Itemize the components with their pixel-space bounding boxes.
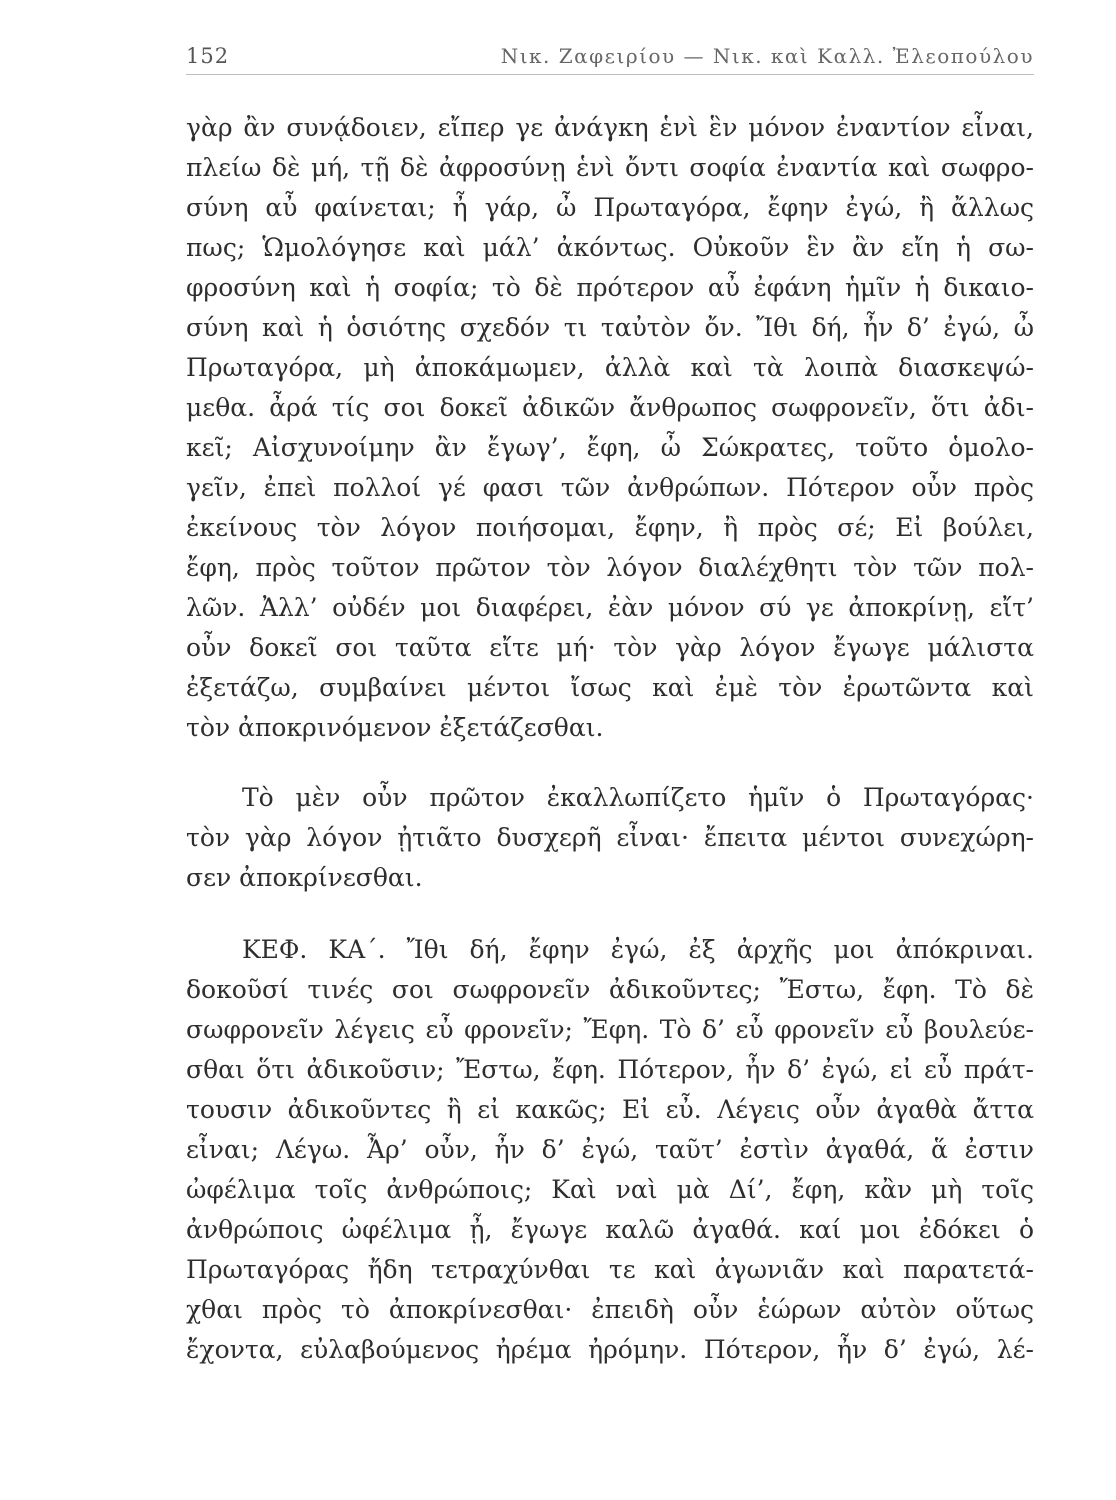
text-line: γὰρ ἂν συνᾴδοιεν, εἴπερ γε ἀνάγκη ἑνὶ ἓν μόνον ἐναντίον εἶναι,: [186, 113, 1034, 142]
text-line: σεν ἀποκρίνεσθαι.: [186, 863, 423, 892]
text-line: μεθα. ἆρά τίς σοι δοκεῖ ἀδικῶν ἄνθρωπος σωφρονεῖν, ὅτι ἀδι-: [186, 393, 1034, 422]
text-line: Πρωταγόρας ἤδη τετραχύνθαι τε καὶ ἀγωνιᾶν καὶ παρατετά-: [186, 1255, 1034, 1284]
text-line: ἔφη, πρὸς τοῦτον πρῶτον τὸν λόγον διαλέχθητι τὸν τῶν πολ-: [186, 553, 1034, 582]
running-head: [186, 40, 1034, 75]
text-line: σωφρονεῖν λέγεις εὖ φρονεῖν; Ἔφη. Τὸ δ’ εὖ φρονεῖν εὖ βουλεύε-: [186, 1015, 1034, 1044]
page-number: 152: [186, 44, 230, 68]
text-line: σθαι ὅτι ἀδικοῦσιν; Ἔστω, ἔφη. Πότερον, ἦν δ’ ἐγώ, εἰ εὖ πράτ-: [186, 1055, 1034, 1084]
text-line: κεῖ; Αἰσχυνοίμην ἂν ἔγωγ’, ἔφη, ὦ Σώκρατες, τοῦτο ὁμολο-: [186, 433, 1034, 462]
text-line: Τὸ μὲν οὖν πρῶτον ἐκαλλωπίζετο ἡμῖν ὁ Πρωταγόρας·: [242, 783, 1034, 812]
text-line: λῶν. Ἀλλ’ οὐδέν μοι διαφέρει, ἐὰν μόνον σύ γε ἀποκρίνῃ, εἴτ’: [186, 593, 1034, 622]
text-line: δοκοῦσί τινές σοι σωφρονεῖν ἀδικοῦντες; Ἔστω, ἔφη. Τὸ δὲ: [186, 975, 1034, 1004]
text-line: σύνη καὶ ἡ ὁσιότης σχεδόν τι ταὐτὸν ὄν. Ἴθι δή, ἦν δ’ ἐγώ, ὦ: [186, 313, 1034, 342]
text-line: ὠφέλιμα τοῖς ἀνθρώποις; Καὶ ναὶ μὰ Δί’, ἔφη, κἂν μὴ τοῖς: [186, 1175, 1034, 1204]
text-line: σύνη αὖ φαίνεται; ἦ γάρ, ὦ Πρωταγόρα, ἔφην ἐγώ, ἢ ἄλλως: [186, 193, 1034, 222]
text-line: ἀνθρώποις ὠφέλιμα ᾖ, ἔγωγε καλῶ ἀγαθά. καί μοι ἐδόκει ὁ: [186, 1215, 1034, 1244]
text-line: Πρωταγόρα, μὴ ἀποκάμωμεν, ἀλλὰ καὶ τὰ λοιπὰ διασκεψώ-: [186, 353, 1034, 382]
text-line: γεῖν, ἐπεὶ πολλοί γέ φασι τῶν ἀνθρώπων. Πότερον οὖν πρὸς: [186, 473, 1034, 502]
text-line: εἶναι; Λέγω. Ἆρ’ οὖν, ἦν δ’ ἐγώ, ταῦτ’ ἐστὶν ἀγαθά, ἅ ἐστιν: [186, 1135, 1034, 1164]
text-line: χθαι πρὸς τὸ ἀποκρίνεσθαι· ἐπειδὴ οὖν ἑώρων αὐτὸν οὕτως: [186, 1295, 1034, 1324]
paragraph: [186, 778, 1034, 898]
text-line: οὖν δοκεῖ σοι ταῦτα εἴτε μή· τὸν γὰρ λόγον ἔγωγε μάλιστα: [186, 633, 1034, 662]
text-line: πλείω δὲ μή, τῇ δὲ ἀφροσύνῃ ἑνὶ ὄντι σοφία ἐναντία καὶ σωφρο-: [186, 153, 1034, 182]
text-line: ἐξετάζω, συμβαίνει μέντοι ἴσως καὶ ἐμὲ τὸν ἐρωτῶντα καὶ: [186, 673, 1034, 702]
text-line: φροσύνη καὶ ἡ σοφία; τὸ δὲ πρότερον αὖ ἐφάνη ἡμῖν ἡ δικαιο-: [186, 273, 1034, 302]
chapter-heading-line: ΚΕΦ. ΚΑ΄. Ἴθι δή, ἔφην ἐγώ, ἐξ ἀρχῆς μοι ἀπόκριναι.: [242, 935, 1034, 964]
paragraph: [186, 930, 1034, 1370]
text-line: πως; Ὡμολόγησε καὶ μάλ’ ἀκόντως. Οὐκοῦν ἓν ἂν εἴη ἡ σω-: [186, 233, 1034, 262]
text-line: τουσιν ἀδικοῦντες ἢ εἰ κακῶς; Εἰ εὖ. Λέγεις οὖν ἀγαθὰ ἄττα: [186, 1095, 1034, 1124]
text-line: ἔχοντα, εὐλαβούμενος ἠρέμα ἠρόμην. Πότερον, ἦν δ’ ἐγώ, λέ-: [186, 1335, 1034, 1364]
running-title: Νικ. Ζαφειρίου — Νικ. καὶ Καλλ. Ἐλεοπούλου: [500, 44, 1034, 68]
paragraph: [186, 108, 1034, 748]
text-line: ἐκείνους τὸν λόγον ποιήσομαι, ἔφην, ἢ πρὸς σέ; Εἰ βούλει,: [186, 513, 1034, 542]
text-line: τὸν ἀποκρινόμενον ἐξετάζεσθαι.: [186, 713, 604, 742]
text-line: τὸν γὰρ λόγον ᾐτιᾶτο δυσχερῆ εἶναι· ἔπειτα μέντοι συνεχώρη-: [186, 823, 1034, 852]
